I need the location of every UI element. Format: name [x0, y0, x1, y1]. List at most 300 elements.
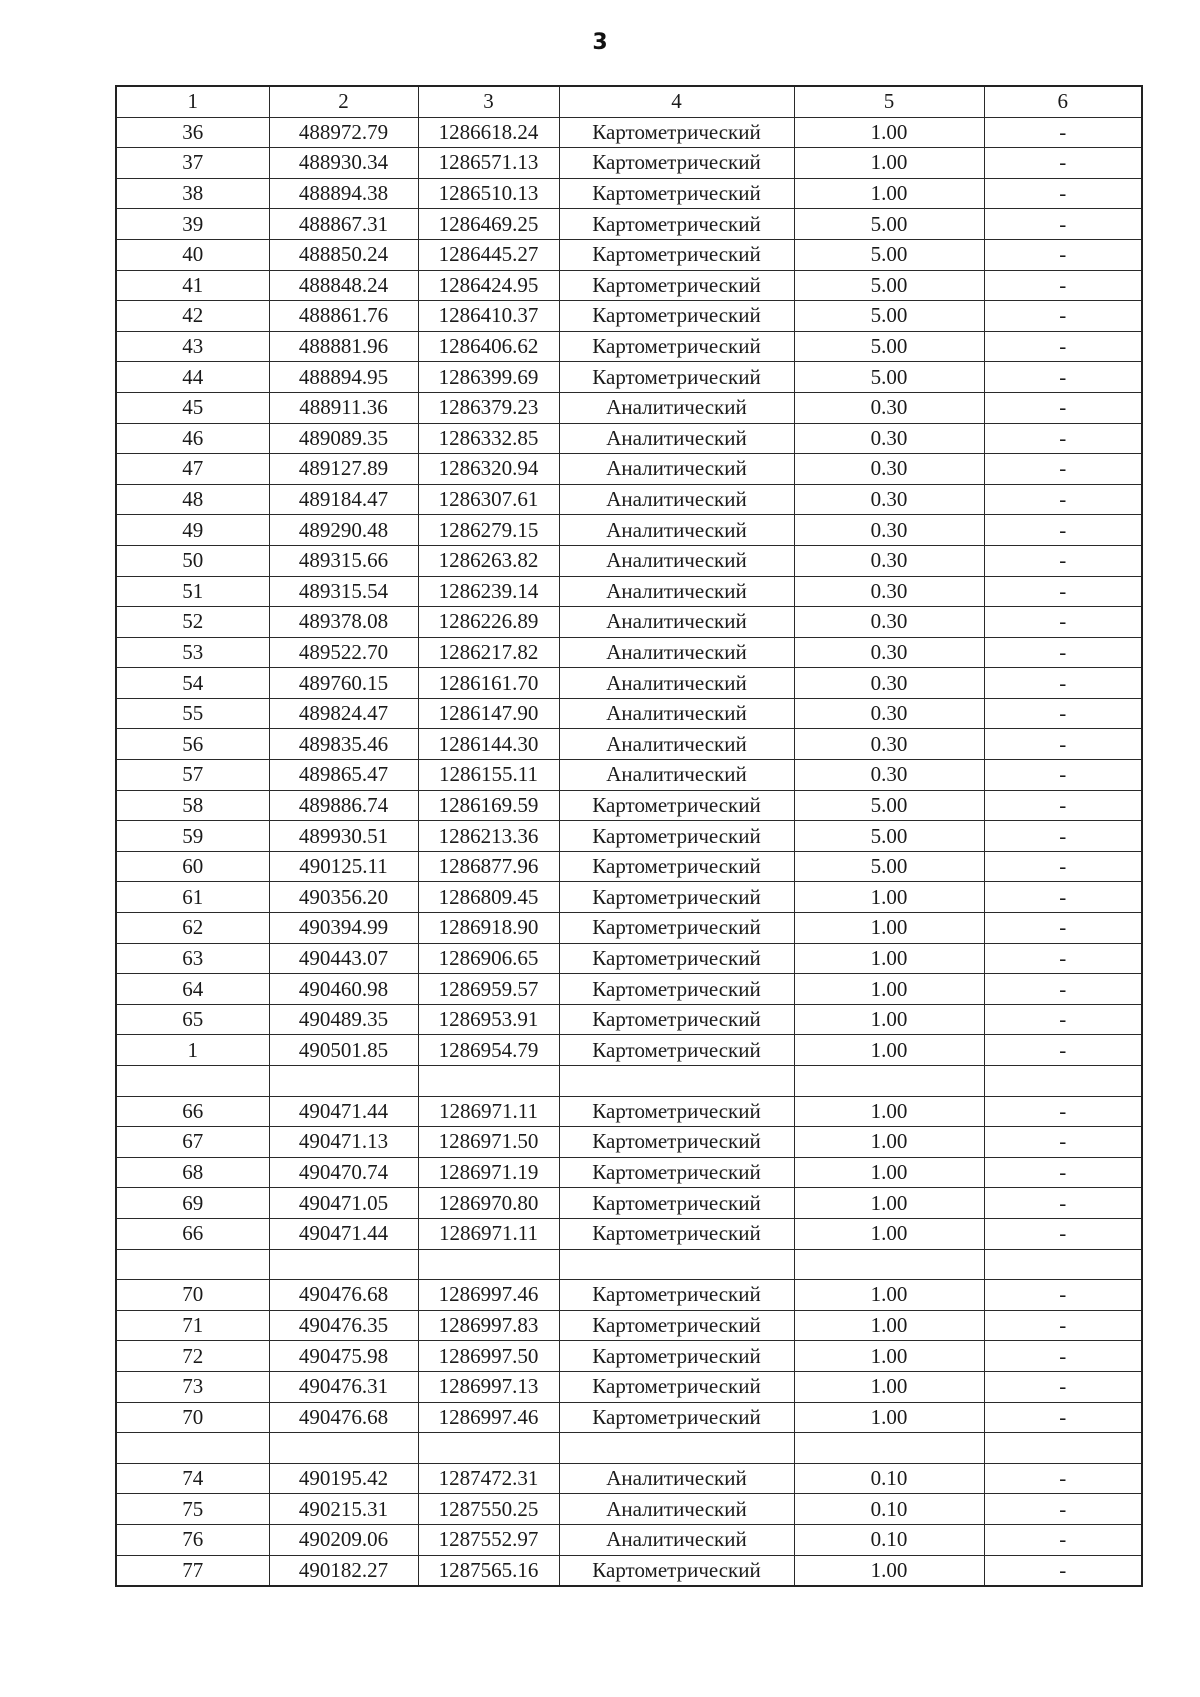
- note-cell: -: [984, 1371, 1142, 1402]
- y-coordinate-cell: 1286399.69: [418, 362, 559, 393]
- note-cell: -: [984, 1310, 1142, 1341]
- y-coordinate-cell: 1286971.50: [418, 1127, 559, 1158]
- table-row: [116, 178, 1142, 209]
- point-number-cell: 68: [116, 1157, 269, 1188]
- point-number-cell: 52: [116, 607, 269, 638]
- note-cell: -: [984, 1402, 1142, 1433]
- point-number-cell: 55: [116, 698, 269, 729]
- point-number-cell: 50: [116, 545, 269, 576]
- note-cell: -: [984, 607, 1142, 638]
- coordinates-table: [115, 85, 1143, 1587]
- accuracy-cell: 5.00: [794, 239, 984, 270]
- method-cell: Картометрический: [559, 1371, 794, 1402]
- method-cell: Картометрический: [559, 851, 794, 882]
- y-coordinate-cell: [418, 1249, 559, 1280]
- header-cell-2: 2: [269, 86, 418, 117]
- accuracy-cell: 0.10: [794, 1463, 984, 1494]
- accuracy-cell: 1.00: [794, 1035, 984, 1066]
- table-row: [116, 117, 1142, 148]
- x-coordinate-cell: 490501.85: [269, 1035, 418, 1066]
- note-cell: -: [984, 301, 1142, 332]
- accuracy-cell: 1.00: [794, 1188, 984, 1219]
- table-row: [116, 1096, 1142, 1127]
- accuracy-cell: 0.30: [794, 637, 984, 668]
- note-cell: -: [984, 1188, 1142, 1219]
- method-cell: Аналитический: [559, 423, 794, 454]
- note-cell: -: [984, 729, 1142, 760]
- method-cell: Картометрический: [559, 974, 794, 1005]
- note-cell: -: [984, 362, 1142, 393]
- y-coordinate-cell: 1286971.11: [418, 1096, 559, 1127]
- note-cell: -: [984, 392, 1142, 423]
- table-row: [116, 392, 1142, 423]
- accuracy-cell: 0.10: [794, 1524, 984, 1555]
- point-number-cell: 49: [116, 515, 269, 546]
- table-row: [116, 1188, 1142, 1219]
- method-cell: Картометрический: [559, 1341, 794, 1372]
- table-row: [116, 882, 1142, 913]
- x-coordinate-cell: 488911.36: [269, 392, 418, 423]
- accuracy-cell: [794, 1433, 984, 1464]
- x-coordinate-cell: 490476.68: [269, 1402, 418, 1433]
- note-cell: -: [984, 117, 1142, 148]
- point-number-cell: 65: [116, 1004, 269, 1035]
- accuracy-cell: 1.00: [794, 148, 984, 179]
- method-cell: Картометрический: [559, 943, 794, 974]
- accuracy-cell: 5.00: [794, 270, 984, 301]
- table-row: [116, 1218, 1142, 1249]
- x-coordinate-cell: 489290.48: [269, 515, 418, 546]
- y-coordinate-cell: 1286970.80: [418, 1188, 559, 1219]
- accuracy-cell: 1.00: [794, 1402, 984, 1433]
- y-coordinate-cell: [418, 1433, 559, 1464]
- note-cell: -: [984, 790, 1142, 821]
- method-cell: Аналитический: [559, 607, 794, 638]
- accuracy-cell: 1.00: [794, 1127, 984, 1158]
- accuracy-cell: 0.30: [794, 607, 984, 638]
- note-cell: -: [984, 1280, 1142, 1311]
- y-coordinate-cell: 1286469.25: [418, 209, 559, 240]
- note-cell: -: [984, 1494, 1142, 1525]
- x-coordinate-cell: 488848.24: [269, 270, 418, 301]
- method-cell: Картометрический: [559, 1402, 794, 1433]
- note-cell: -: [984, 637, 1142, 668]
- y-coordinate-cell: 1286379.23: [418, 392, 559, 423]
- point-number-cell: 44: [116, 362, 269, 393]
- table-row: [116, 1555, 1142, 1586]
- point-number-cell: 37: [116, 148, 269, 179]
- table-row: [116, 209, 1142, 240]
- y-coordinate-cell: 1286997.46: [418, 1280, 559, 1311]
- y-coordinate-cell: 1287472.31: [418, 1463, 559, 1494]
- table-row: [116, 1433, 1142, 1464]
- point-number-cell: 48: [116, 484, 269, 515]
- y-coordinate-cell: 1286147.90: [418, 698, 559, 729]
- point-number-cell: 70: [116, 1280, 269, 1311]
- table-row: [116, 821, 1142, 852]
- x-coordinate-cell: 489378.08: [269, 607, 418, 638]
- point-number-cell: 46: [116, 423, 269, 454]
- accuracy-cell: 5.00: [794, 331, 984, 362]
- table-row: [116, 148, 1142, 179]
- accuracy-cell: 5.00: [794, 790, 984, 821]
- accuracy-cell: 0.30: [794, 545, 984, 576]
- x-coordinate-cell: 488867.31: [269, 209, 418, 240]
- y-coordinate-cell: 1286571.13: [418, 148, 559, 179]
- accuracy-cell: 5.00: [794, 362, 984, 393]
- accuracy-cell: 5.00: [794, 821, 984, 852]
- table-row: [116, 545, 1142, 576]
- point-number-cell: 73: [116, 1371, 269, 1402]
- y-coordinate-cell: 1286953.91: [418, 1004, 559, 1035]
- table-row: [116, 913, 1142, 944]
- x-coordinate-cell: 489760.15: [269, 668, 418, 699]
- accuracy-cell: 0.10: [794, 1494, 984, 1525]
- x-coordinate-cell: 489522.70: [269, 637, 418, 668]
- method-cell: Аналитический: [559, 760, 794, 791]
- accuracy-cell: 0.30: [794, 668, 984, 699]
- x-coordinate-cell: 490460.98: [269, 974, 418, 1005]
- y-coordinate-cell: 1286997.46: [418, 1402, 559, 1433]
- note-cell: -: [984, 545, 1142, 576]
- point-number-cell: 57: [116, 760, 269, 791]
- accuracy-cell: 1.00: [794, 1280, 984, 1311]
- table-row: [116, 1341, 1142, 1372]
- table-row: [116, 484, 1142, 515]
- note-cell: -: [984, 1555, 1142, 1586]
- accuracy-cell: 1.00: [794, 913, 984, 944]
- method-cell: Аналитический: [559, 392, 794, 423]
- y-coordinate-cell: 1286906.65: [418, 943, 559, 974]
- point-number-cell: 71: [116, 1310, 269, 1341]
- table-row: [116, 790, 1142, 821]
- table-row: [116, 974, 1142, 1005]
- point-number-cell: 66: [116, 1218, 269, 1249]
- table-row: [116, 943, 1142, 974]
- x-coordinate-cell: [269, 1433, 418, 1464]
- x-coordinate-cell: 490471.44: [269, 1096, 418, 1127]
- x-coordinate-cell: 490125.11: [269, 851, 418, 882]
- y-coordinate-cell: 1286263.82: [418, 545, 559, 576]
- point-number-cell: 77: [116, 1555, 269, 1586]
- method-cell: [559, 1433, 794, 1464]
- method-cell: Аналитический: [559, 545, 794, 576]
- y-coordinate-cell: 1286618.24: [418, 117, 559, 148]
- y-coordinate-cell: 1286213.36: [418, 821, 559, 852]
- method-cell: Картометрический: [559, 117, 794, 148]
- point-number-cell: [116, 1249, 269, 1280]
- accuracy-cell: 1.00: [794, 1157, 984, 1188]
- x-coordinate-cell: 489127.89: [269, 454, 418, 485]
- table-row: [116, 515, 1142, 546]
- method-cell: Картометрический: [559, 148, 794, 179]
- y-coordinate-cell: 1286155.11: [418, 760, 559, 791]
- y-coordinate-cell: 1286997.13: [418, 1371, 559, 1402]
- point-number-cell: 47: [116, 454, 269, 485]
- y-coordinate-cell: 1287550.25: [418, 1494, 559, 1525]
- accuracy-cell: 0.30: [794, 729, 984, 760]
- x-coordinate-cell: 490356.20: [269, 882, 418, 913]
- x-coordinate-cell: 490470.74: [269, 1157, 418, 1188]
- y-coordinate-cell: 1286406.62: [418, 331, 559, 362]
- point-number-cell: 54: [116, 668, 269, 699]
- y-coordinate-cell: 1286877.96: [418, 851, 559, 882]
- y-coordinate-cell: 1286226.89: [418, 607, 559, 638]
- x-coordinate-cell: 489184.47: [269, 484, 418, 515]
- x-coordinate-cell: 488930.34: [269, 148, 418, 179]
- method-cell: Картометрический: [559, 270, 794, 301]
- method-cell: Картометрический: [559, 1035, 794, 1066]
- method-cell: Картометрический: [559, 1555, 794, 1586]
- x-coordinate-cell: 489835.46: [269, 729, 418, 760]
- table-row: [116, 1371, 1142, 1402]
- y-coordinate-cell: 1287565.16: [418, 1555, 559, 1586]
- note-cell: -: [984, 270, 1142, 301]
- y-coordinate-cell: 1286971.11: [418, 1218, 559, 1249]
- method-cell: Картометрический: [559, 1280, 794, 1311]
- method-cell: [559, 1066, 794, 1097]
- method-cell: Аналитический: [559, 1524, 794, 1555]
- note-cell: -: [984, 1341, 1142, 1372]
- y-coordinate-cell: 1287552.97: [418, 1524, 559, 1555]
- point-number-cell: 56: [116, 729, 269, 760]
- table-row: [116, 1463, 1142, 1494]
- accuracy-cell: 5.00: [794, 851, 984, 882]
- method-cell: Картометрический: [559, 301, 794, 332]
- accuracy-cell: [794, 1249, 984, 1280]
- point-number-cell: 76: [116, 1524, 269, 1555]
- point-number-cell: 62: [116, 913, 269, 944]
- header-cell-4: 4: [559, 86, 794, 117]
- table-row: [116, 1524, 1142, 1555]
- x-coordinate-cell: 489824.47: [269, 698, 418, 729]
- note-cell: -: [984, 178, 1142, 209]
- note-cell: -: [984, 423, 1142, 454]
- note-cell: [984, 1066, 1142, 1097]
- y-coordinate-cell: 1286332.85: [418, 423, 559, 454]
- method-cell: Картометрический: [559, 1218, 794, 1249]
- x-coordinate-cell: 490209.06: [269, 1524, 418, 1555]
- method-cell: Картометрический: [559, 1096, 794, 1127]
- point-number-cell: 41: [116, 270, 269, 301]
- y-coordinate-cell: 1286144.30: [418, 729, 559, 760]
- header-cell-3: 3: [418, 86, 559, 117]
- method-cell: Картометрический: [559, 821, 794, 852]
- table-row: [116, 301, 1142, 332]
- x-coordinate-cell: 490471.44: [269, 1218, 418, 1249]
- accuracy-cell: 1.00: [794, 1555, 984, 1586]
- note-cell: -: [984, 943, 1142, 974]
- table-row: [116, 1280, 1142, 1311]
- x-coordinate-cell: [269, 1249, 418, 1280]
- accuracy-cell: 1.00: [794, 1218, 984, 1249]
- method-cell: Аналитический: [559, 698, 794, 729]
- point-number-cell: 51: [116, 576, 269, 607]
- method-cell: Картометрический: [559, 209, 794, 240]
- method-cell: Аналитический: [559, 576, 794, 607]
- note-cell: -: [984, 484, 1142, 515]
- accuracy-cell: 5.00: [794, 301, 984, 332]
- y-coordinate-cell: 1286161.70: [418, 668, 559, 699]
- method-cell: Картометрический: [559, 239, 794, 270]
- x-coordinate-cell: 490394.99: [269, 913, 418, 944]
- accuracy-cell: 5.00: [794, 209, 984, 240]
- y-coordinate-cell: 1286239.14: [418, 576, 559, 607]
- table-row: [116, 362, 1142, 393]
- point-number-cell: 72: [116, 1341, 269, 1372]
- x-coordinate-cell: 489865.47: [269, 760, 418, 791]
- method-cell: Картометрический: [559, 1157, 794, 1188]
- accuracy-cell: 1.00: [794, 1341, 984, 1372]
- method-cell: Картометрический: [559, 1310, 794, 1341]
- x-coordinate-cell: 490489.35: [269, 1004, 418, 1035]
- x-coordinate-cell: 488861.76: [269, 301, 418, 332]
- note-cell: -: [984, 1463, 1142, 1494]
- table-row: [116, 1494, 1142, 1525]
- note-cell: -: [984, 1218, 1142, 1249]
- note-cell: -: [984, 913, 1142, 944]
- note-cell: -: [984, 209, 1142, 240]
- point-number-cell: [116, 1066, 269, 1097]
- x-coordinate-cell: 490471.05: [269, 1188, 418, 1219]
- header-cell-6: 6: [984, 86, 1142, 117]
- x-coordinate-cell: [269, 1066, 418, 1097]
- x-coordinate-cell: 490471.13: [269, 1127, 418, 1158]
- accuracy-cell: 0.30: [794, 454, 984, 485]
- point-number-cell: 61: [116, 882, 269, 913]
- x-coordinate-cell: 490443.07: [269, 943, 418, 974]
- y-coordinate-cell: 1286959.57: [418, 974, 559, 1005]
- point-number-cell: 53: [116, 637, 269, 668]
- x-coordinate-cell: 489315.54: [269, 576, 418, 607]
- table-row: [116, 1127, 1142, 1158]
- point-number-cell: 43: [116, 331, 269, 362]
- accuracy-cell: 1.00: [794, 1310, 984, 1341]
- point-number-cell: [116, 1433, 269, 1464]
- x-coordinate-cell: 488894.38: [269, 178, 418, 209]
- table-row: [116, 1310, 1142, 1341]
- x-coordinate-cell: 489089.35: [269, 423, 418, 454]
- method-cell: Картометрический: [559, 882, 794, 913]
- x-coordinate-cell: 490476.31: [269, 1371, 418, 1402]
- table-row: [116, 1004, 1142, 1035]
- note-cell: -: [984, 148, 1142, 179]
- point-number-cell: 42: [116, 301, 269, 332]
- point-number-cell: 70: [116, 1402, 269, 1433]
- y-coordinate-cell: 1286918.90: [418, 913, 559, 944]
- y-coordinate-cell: 1286997.50: [418, 1341, 559, 1372]
- y-coordinate-cell: [418, 1066, 559, 1097]
- accuracy-cell: 1.00: [794, 1096, 984, 1127]
- y-coordinate-cell: 1286809.45: [418, 882, 559, 913]
- method-cell: Картометрический: [559, 178, 794, 209]
- accuracy-cell: 0.30: [794, 576, 984, 607]
- accuracy-cell: 0.30: [794, 484, 984, 515]
- accuracy-cell: 0.30: [794, 760, 984, 791]
- x-coordinate-cell: 488972.79: [269, 117, 418, 148]
- header-cell-1: 1: [116, 86, 269, 117]
- table-row: [116, 637, 1142, 668]
- accuracy-cell: 1.00: [794, 117, 984, 148]
- point-number-cell: 39: [116, 209, 269, 240]
- point-number-cell: 38: [116, 178, 269, 209]
- table-row: [116, 1157, 1142, 1188]
- accuracy-cell: 1.00: [794, 178, 984, 209]
- note-cell: -: [984, 454, 1142, 485]
- accuracy-cell: 1.00: [794, 974, 984, 1005]
- table-header: [116, 86, 1142, 117]
- note-cell: -: [984, 698, 1142, 729]
- table-body: [116, 117, 1142, 1586]
- table-row: [116, 1066, 1142, 1097]
- x-coordinate-cell: 490475.98: [269, 1341, 418, 1372]
- method-cell: Картометрический: [559, 362, 794, 393]
- note-cell: -: [984, 331, 1142, 362]
- point-number-cell: 74: [116, 1463, 269, 1494]
- method-cell: Аналитический: [559, 1463, 794, 1494]
- table-row: [116, 270, 1142, 301]
- table-row: [116, 729, 1142, 760]
- accuracy-cell: [794, 1066, 984, 1097]
- point-number-cell: 59: [116, 821, 269, 852]
- note-cell: -: [984, 974, 1142, 1005]
- accuracy-cell: 1.00: [794, 1004, 984, 1035]
- y-coordinate-cell: 1286279.15: [418, 515, 559, 546]
- table-row: [116, 423, 1142, 454]
- method-cell: Картометрический: [559, 331, 794, 362]
- note-cell: -: [984, 760, 1142, 791]
- x-coordinate-cell: 488894.95: [269, 362, 418, 393]
- y-coordinate-cell: 1286169.59: [418, 790, 559, 821]
- x-coordinate-cell: 489930.51: [269, 821, 418, 852]
- y-coordinate-cell: 1286217.82: [418, 637, 559, 668]
- table-row: [116, 1035, 1142, 1066]
- y-coordinate-cell: 1286510.13: [418, 178, 559, 209]
- accuracy-cell: 0.30: [794, 515, 984, 546]
- point-number-cell: 66: [116, 1096, 269, 1127]
- note-cell: -: [984, 851, 1142, 882]
- y-coordinate-cell: 1286997.83: [418, 1310, 559, 1341]
- note-cell: -: [984, 576, 1142, 607]
- method-cell: [559, 1249, 794, 1280]
- page-number: 3: [592, 30, 608, 55]
- table-row: [116, 239, 1142, 270]
- accuracy-cell: 0.30: [794, 423, 984, 454]
- method-cell: Аналитический: [559, 1494, 794, 1525]
- accuracy-cell: 1.00: [794, 1371, 984, 1402]
- table-row: [116, 760, 1142, 791]
- x-coordinate-cell: 488881.96: [269, 331, 418, 362]
- point-number-cell: 75: [116, 1494, 269, 1525]
- note-cell: -: [984, 1524, 1142, 1555]
- point-number-cell: 64: [116, 974, 269, 1005]
- note-cell: [984, 1433, 1142, 1464]
- y-coordinate-cell: 1286971.19: [418, 1157, 559, 1188]
- point-number-cell: 36: [116, 117, 269, 148]
- table-row: [116, 1402, 1142, 1433]
- x-coordinate-cell: 489886.74: [269, 790, 418, 821]
- method-cell: Картометрический: [559, 1004, 794, 1035]
- table-row: [116, 698, 1142, 729]
- table-row: [116, 454, 1142, 485]
- x-coordinate-cell: 489315.66: [269, 545, 418, 576]
- accuracy-cell: 1.00: [794, 882, 984, 913]
- table-row: [116, 576, 1142, 607]
- method-cell: Аналитический: [559, 729, 794, 760]
- note-cell: -: [984, 1096, 1142, 1127]
- method-cell: Картометрический: [559, 790, 794, 821]
- note-cell: -: [984, 668, 1142, 699]
